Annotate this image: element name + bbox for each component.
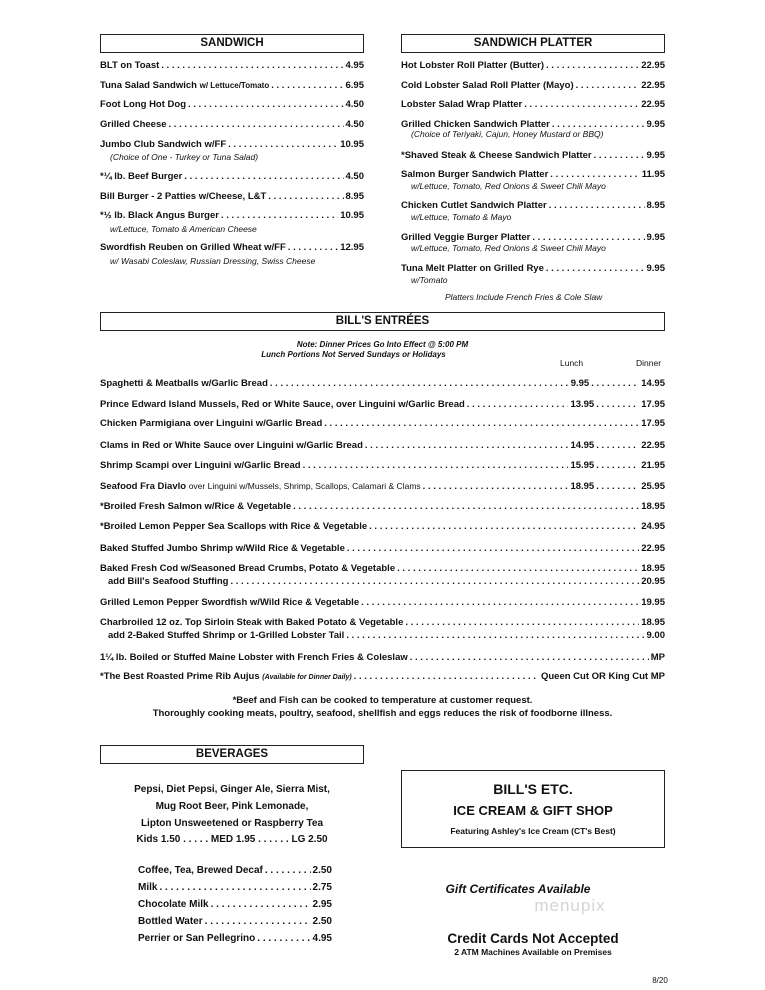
menu-item: *½ lb. Black Angus Burger . . . 10.95 xyxy=(100,210,364,222)
item-description: w/Lettuce, Tomato, Red Onions & Sweet Chili Mayo xyxy=(411,243,606,253)
shop-subtitle: ICE CREAM & GIFT SHOP xyxy=(453,803,613,818)
entree-item: Charbroiled 12 oz. Top Sirloin Steak with Baked Potato & Vegetable . . . 18.95 xyxy=(100,617,665,629)
menu-item: *Shaved Steak & Cheese Sandwich Platter . . . 9.95 xyxy=(401,150,665,162)
menu-item: Grilled Cheese . . . 4.50 xyxy=(100,119,364,131)
atm-notice: 2 ATM Machines Available on Premises xyxy=(454,947,612,957)
item-description: (Choice of One - Turkey or Tuna Salad) xyxy=(110,152,259,162)
beverages-header: BEVERAGES xyxy=(100,745,364,764)
platter-footer: Platters Include French Fries & Cole Slaw xyxy=(445,292,603,302)
item-description: w/Tomato xyxy=(411,275,448,285)
menu-item: Jumbo Club Sandwich w/FF . . . 10.95 xyxy=(100,139,364,151)
beverage-item: Chocolate Milk . . . 2.95 xyxy=(138,899,332,911)
entree-item: add 2-Baked Stuffed Shrimp or 1-Grilled Lobster Tail . . . 9.00 xyxy=(108,630,665,642)
beverage-item: Bottled Water . . . 2.50 xyxy=(138,916,332,928)
item-description: (Choice of Teriyaki, Cajun, Honey Mustard or BBQ) xyxy=(411,129,604,139)
soda-list: Mug Root Beer, Pink Lemonade, xyxy=(155,801,309,812)
gift-shop-box xyxy=(401,770,665,848)
soda-sizes: Kids 1.50 . . . . . MED 1.95 . . . . . . LG 2.50 xyxy=(136,834,328,845)
item-description: w/Lettuce, Tomato & American Cheese xyxy=(110,224,257,234)
credit-cards-notice: Credit Cards Not Accepted xyxy=(447,931,619,946)
item-description: w/Lettuce, Tomato & Mayo xyxy=(411,212,512,222)
shop-feature: Featuring Ashley's Ice Cream (CT's Best) xyxy=(450,826,616,836)
entrees-note: Note: Dinner Prices Go Into Effect @ 5:00 PM xyxy=(296,340,469,349)
soda-list: Lipton Unsweetened or Raspberry Tea xyxy=(140,818,324,829)
beverage-item: Coffee, Tea, Brewed Decaf . . . 2.50 xyxy=(138,865,332,877)
gift-certificates: Gift Certificates Available xyxy=(445,882,591,896)
sandwich-header: SANDWICH xyxy=(100,34,364,53)
menu-item: Grilled Veggie Burger Platter . . . 9.95 xyxy=(401,232,665,244)
menu-item: Tuna Melt Platter on Grilled Rye . . . 9.95 xyxy=(401,263,665,275)
entree-item: Spaghetti & Meatballs w/Garlic Bread . . . 9.95 . . . 14.95 xyxy=(100,378,665,390)
entree-item: Shrimp Scampi over Linguini w/Garlic Bread . . . 15.95 . . . 21.95 xyxy=(100,460,665,472)
menu-item: Chicken Cutlet Sandwich Platter . . . 8.95 xyxy=(401,200,665,212)
beverage-item: Perrier or San Pellegrino . . . 4.95 xyxy=(138,933,332,945)
menu-item: Tuna Salad Sandwich w/ Lettuce/Tomato . . . 6.95 xyxy=(100,80,364,92)
entree-item: *Broiled Fresh Salmon w/Rice & Vegetable . . . 18.95 xyxy=(100,501,665,513)
food-warning: Thoroughly cooking meats, poultry, seafood, shellfish and eggs reduces the risk of foodborne illness. xyxy=(152,708,613,719)
entree-item: *Broiled Lemon Pepper Sea Scallops with Rice & Vegetable . . . 24.95 xyxy=(100,521,665,533)
beverage-item: Milk . . . 2.75 xyxy=(138,882,332,894)
shop-name: BILL'S ETC. xyxy=(493,781,573,797)
page-number: 8/20 xyxy=(652,976,668,985)
entree-item: Prince Edward Island Mussels, Red or White Sauce, over Linguini w/Garlic Bread . . . 13.95 . . . 17.95 xyxy=(100,399,665,411)
entree-item: Baked Fresh Cod w/Seasoned Bread Crumbs, Potato & Vegetable . . . 18.95 xyxy=(100,563,665,575)
item-description: w/ Wasabi Coleslaw, Russian Dressing, Swiss Cheese xyxy=(110,256,316,266)
menu-item: Lobster Salad Wrap Platter . . . 22.95 xyxy=(401,99,665,111)
item-description: w/Lettuce, Tomato, Red Onions & Sweet Chili Mayo xyxy=(411,181,606,191)
menu-item: Cold Lobster Salad Roll Platter (Mayo) . . . 22.95 xyxy=(401,80,665,92)
entree-item: Clams in Red or White Sauce over Linguini w/Garlic Bread . . . 14.95 . . . 22.95 xyxy=(100,440,665,452)
food-warning: *Beef and Fish can be cooked to temperature at customer request. xyxy=(232,695,533,706)
entrees-note: Lunch Portions Not Served Sundays or Holidays xyxy=(261,350,446,359)
menu-item: Bill Burger - 2 Patties w/Cheese, L&T . . . 8.95 xyxy=(100,191,364,203)
menu-item: *¼ lb. Beef Burger . . . 4.50 xyxy=(100,171,364,183)
platter-header: SANDWICH PLATTER xyxy=(401,34,665,53)
entree-item: *The Best Roasted Prime Rib Aujus (Available for Dinner Daily) . . . Queen Cut OR King Cut MP xyxy=(100,671,665,684)
soda-list: Pepsi, Diet Pepsi, Ginger Ale, Sierra Mist, xyxy=(134,784,330,795)
entree-item: Chicken Parmigiana over Linguini w/Garlic Bread . . . 17.95 xyxy=(100,418,665,430)
menu-item: Hot Lobster Roll Platter (Butter) . . . 22.95 xyxy=(401,60,665,72)
entree-item: 1¼ lb. Boiled or Stuffed Maine Lobster with French Fries & Coleslaw . . . MP xyxy=(100,652,665,664)
entree-item: add Bill's Seafood Stuffing . . . 20.95 xyxy=(108,576,665,588)
entrees-header: BILL'S ENTRÉES xyxy=(100,312,665,331)
menu-item: Salmon Burger Sandwich Platter . . . 11.95 xyxy=(401,169,665,181)
lunch-column-label: Lunch xyxy=(560,358,584,368)
entree-item: Grilled Lemon Pepper Swordfish w/Wild Rice & Vegetable . . . 19.95 xyxy=(100,597,665,609)
menu-item: BLT on Toast . . . 4.95 xyxy=(100,60,364,72)
menu-item: Swordfish Reuben on Grilled Wheat w/FF . . . 12.95 xyxy=(100,242,364,254)
menu-item: Foot Long Hot Dog . . . 4.50 xyxy=(100,99,364,111)
dinner-column-label: Dinner xyxy=(636,358,662,368)
watermark: menupix xyxy=(534,896,606,915)
entree-item: Seafood Fra Diavlo over Linguini w/Mussels, Shrimp, Scallops, Calamari & Clams . . . 18.95 . . . 25.95 xyxy=(100,480,665,493)
entree-item: Baked Stuffed Jumbo Shrimp w/Wild Rice & Vegetable . . . 22.95 xyxy=(100,543,665,555)
menu-item: Grilled Chicken Sandwich Platter . . . 9.95 xyxy=(401,119,665,131)
